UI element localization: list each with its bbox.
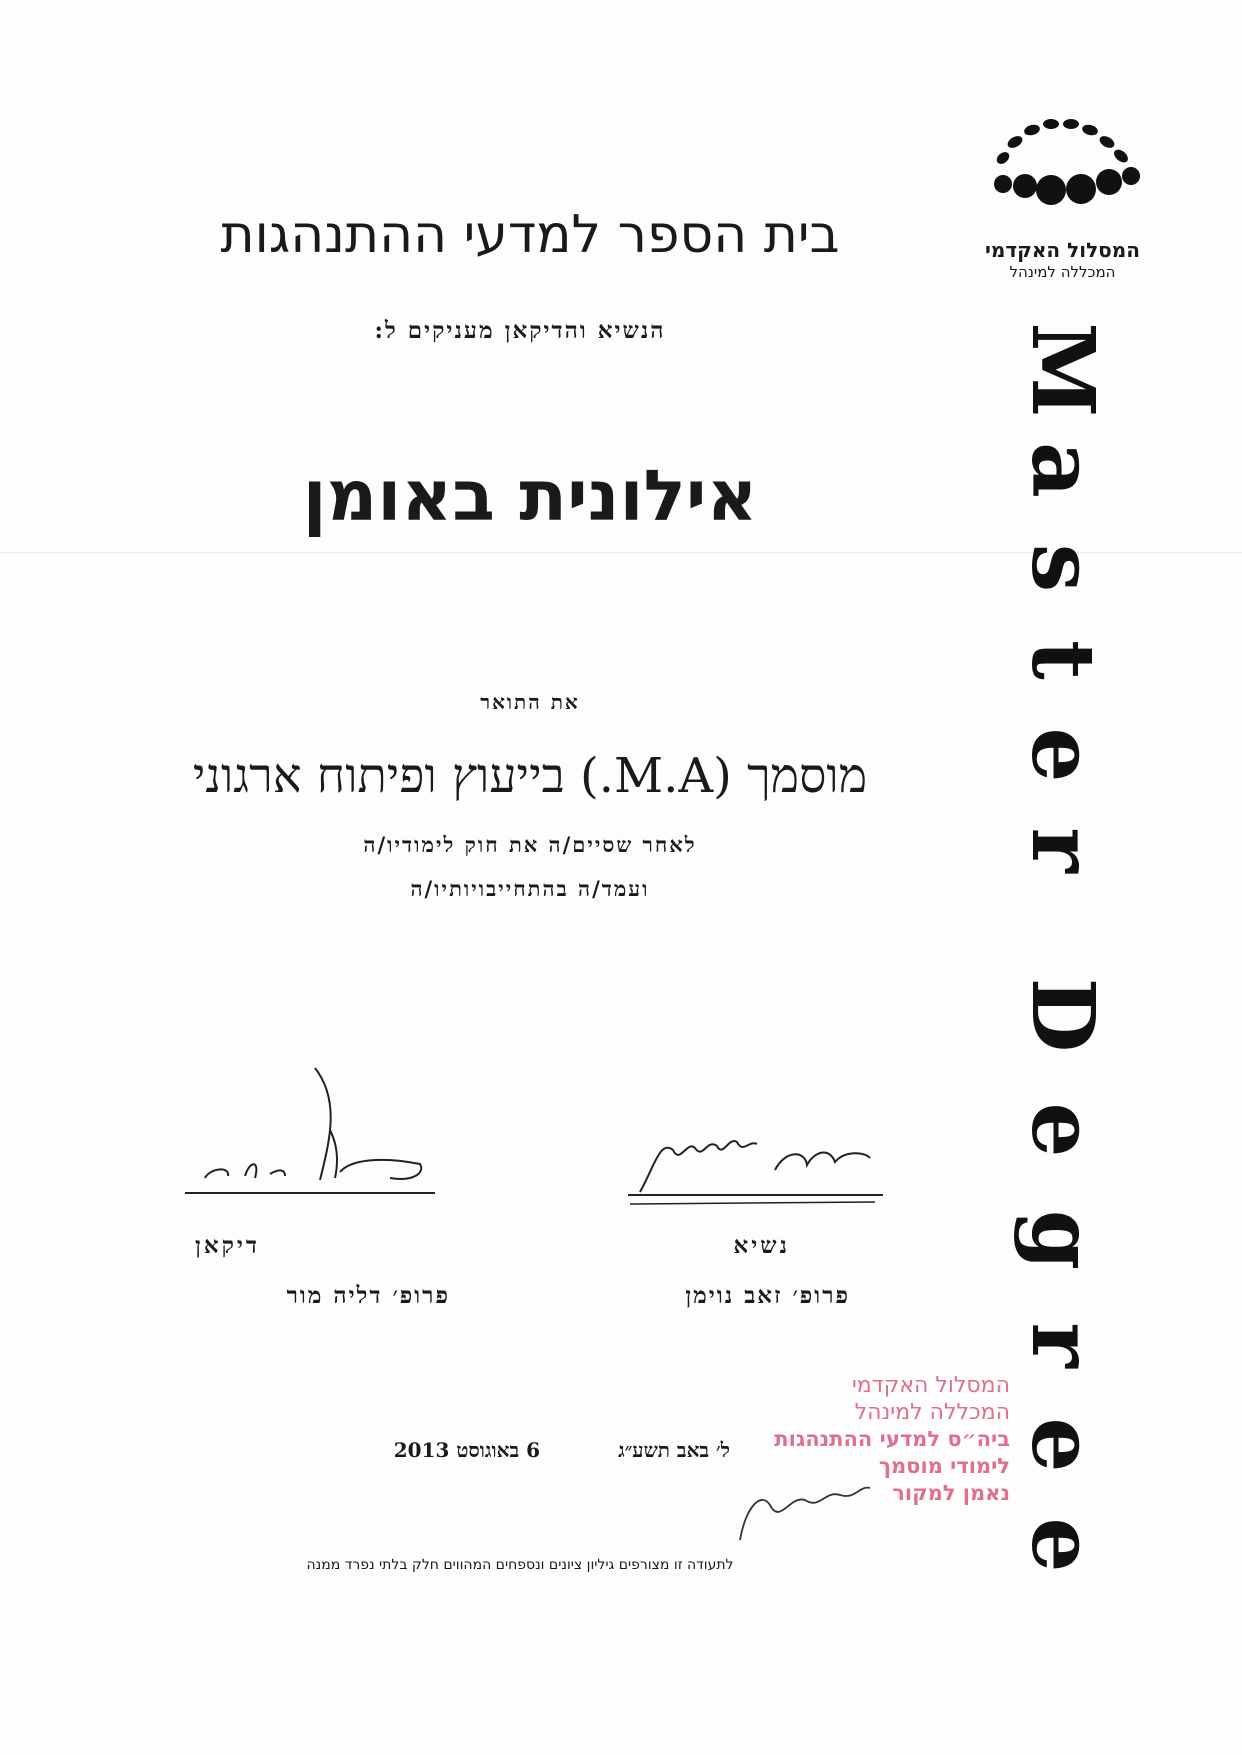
confer-line: הנשיא והדיקאן מעניקים ל: [374,317,666,344]
banner-letter: e [1012,1102,1113,1158]
stamp-line-4: לימודי מוסמך [878,1454,1010,1478]
school-title: בית הספר למדעי ההתנהגות [220,205,840,265]
dean-signature-icon [190,1060,450,1200]
footnote: לתעודה זו מצורפים גיליון ציונים ונספחים המהווים חלק בלתי נפרד ממנה [306,1557,734,1573]
dean-name: פרופ׳ דליה מור [286,1282,450,1309]
stamp-signature-icon [730,1470,880,1550]
dean-role: דיקאן [194,1232,260,1259]
banner-letter: e [1012,1517,1113,1573]
hebrew-date: ל׳ באב תשע״ג [618,1438,730,1462]
banner-letter: r [1012,827,1113,873]
stamp-line-5: נאמן למקור [892,1481,1010,1505]
degree-title: מוסמך (M.A.) בייעוץ ופיתוח ארגוני [192,748,868,804]
banner-letter: e [1012,727,1113,783]
banner-letter: D [1012,977,1113,1053]
recipient-name: אילונית באומן [302,455,758,537]
stamp-line-2: המכללה למינהל [854,1400,1010,1425]
dean-signature-line [185,1192,435,1194]
president-name: פרופ׳ זאב נוימן [685,1282,850,1309]
gregorian-date: 6 באוגוסט 2013 [393,1438,540,1462]
logo-name-line2: המכללה למינהל [1009,263,1116,281]
president-role: נשיא [733,1232,790,1259]
banner-letter: g [1012,1209,1113,1271]
completion-line-2: ועמד/ה בהתחייבויותיו/ה [410,876,650,901]
stamp-line-3: ביה״ס למדעי ההתנהגות [774,1427,1010,1451]
banner-letter: e [1012,1417,1113,1473]
banner-letter: t [1012,640,1113,680]
college-logo-icon [985,106,1145,226]
degree-label: את התואר [480,690,580,714]
banner-letter: a [1012,442,1113,498]
banner-letter: s [1012,543,1113,593]
banner-letter: M [1012,322,1113,418]
president-signature-line [628,1194,883,1196]
banner-letter: r [1012,1322,1113,1368]
completion-line-1: לאחר שסיים/ה את חוק לימודיו/ה [363,832,697,857]
logo-name-line1: המסלול האקדמי [985,238,1140,262]
stamp-line-1: המסלול האקדמי [851,1373,1010,1398]
